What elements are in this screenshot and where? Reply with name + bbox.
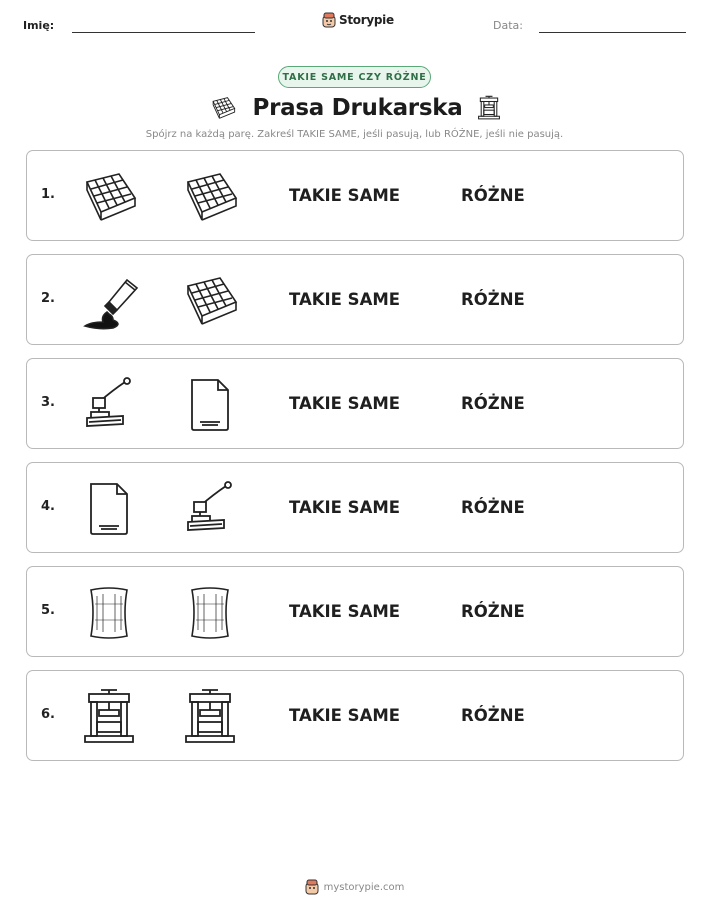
different-option[interactable]: RÓŻNE [461, 186, 525, 205]
name-label: Imię: [23, 19, 55, 32]
question-row [26, 670, 684, 761]
page-title: Prasa Drukarska [252, 95, 463, 121]
question-row [26, 254, 684, 345]
type-tray-icon [180, 168, 240, 226]
different-option[interactable]: RÓŻNE [461, 394, 525, 413]
question-number: 6. [41, 707, 55, 722]
different-option[interactable]: RÓŻNE [461, 498, 525, 517]
different-option[interactable]: RÓŻNE [461, 290, 525, 309]
date-field[interactable] [539, 32, 686, 33]
same-option[interactable]: TAKIE SAME [289, 186, 401, 205]
brand-logo [322, 12, 394, 28]
paper-block-icon [180, 584, 240, 642]
question-row [26, 358, 684, 449]
lever-press-icon [79, 376, 139, 434]
question-row [26, 566, 684, 657]
question-number: 4. [41, 499, 55, 514]
topic-badge: TAKIE SAME CZY RÓŻNE [278, 66, 431, 88]
printing-press-icon [79, 688, 139, 746]
type-tray-icon [79, 168, 139, 226]
paper-sheet-icon [180, 376, 240, 434]
question-number: 5. [41, 603, 55, 618]
same-option[interactable]: TAKIE SAME [289, 602, 401, 621]
question-row [26, 462, 684, 553]
lever-press-icon [180, 480, 240, 538]
same-option[interactable]: TAKIE SAME [289, 290, 401, 309]
brand-name: Storypie [339, 13, 394, 27]
same-option[interactable]: TAKIE SAME [289, 706, 401, 725]
same-option[interactable]: TAKIE SAME [289, 498, 401, 517]
different-option[interactable]: RÓŻNE [461, 602, 525, 621]
paper-block-icon [79, 584, 139, 642]
storypie-mascot-icon [305, 879, 319, 895]
question-number: 3. [41, 395, 55, 410]
printing-press-icon [180, 688, 240, 746]
name-field[interactable] [72, 32, 255, 33]
question-number: 1. [41, 187, 55, 202]
type-tray-icon [207, 95, 239, 121]
type-tray-icon [180, 272, 240, 330]
printing-press-icon [476, 94, 502, 122]
instructions: Spójrz na każdą parę. Zakreśl TAKIE SAME, jeśli pasują, lub RÓŻNE, jeśli nie pasują. [145, 129, 564, 140]
question-row [26, 150, 684, 241]
footer-url[interactable]: mystorypie.com [323, 881, 405, 893]
different-option[interactable]: RÓŻNE [461, 706, 525, 725]
footer [0, 879, 709, 895]
same-option[interactable]: TAKIE SAME [289, 394, 401, 413]
ink-tube-icon [79, 272, 139, 330]
paper-sheet-icon [79, 480, 139, 538]
question-number: 2. [41, 291, 55, 306]
date-label: Data: [493, 19, 523, 32]
title-row [0, 92, 709, 124]
storypie-mascot-icon [322, 12, 336, 28]
